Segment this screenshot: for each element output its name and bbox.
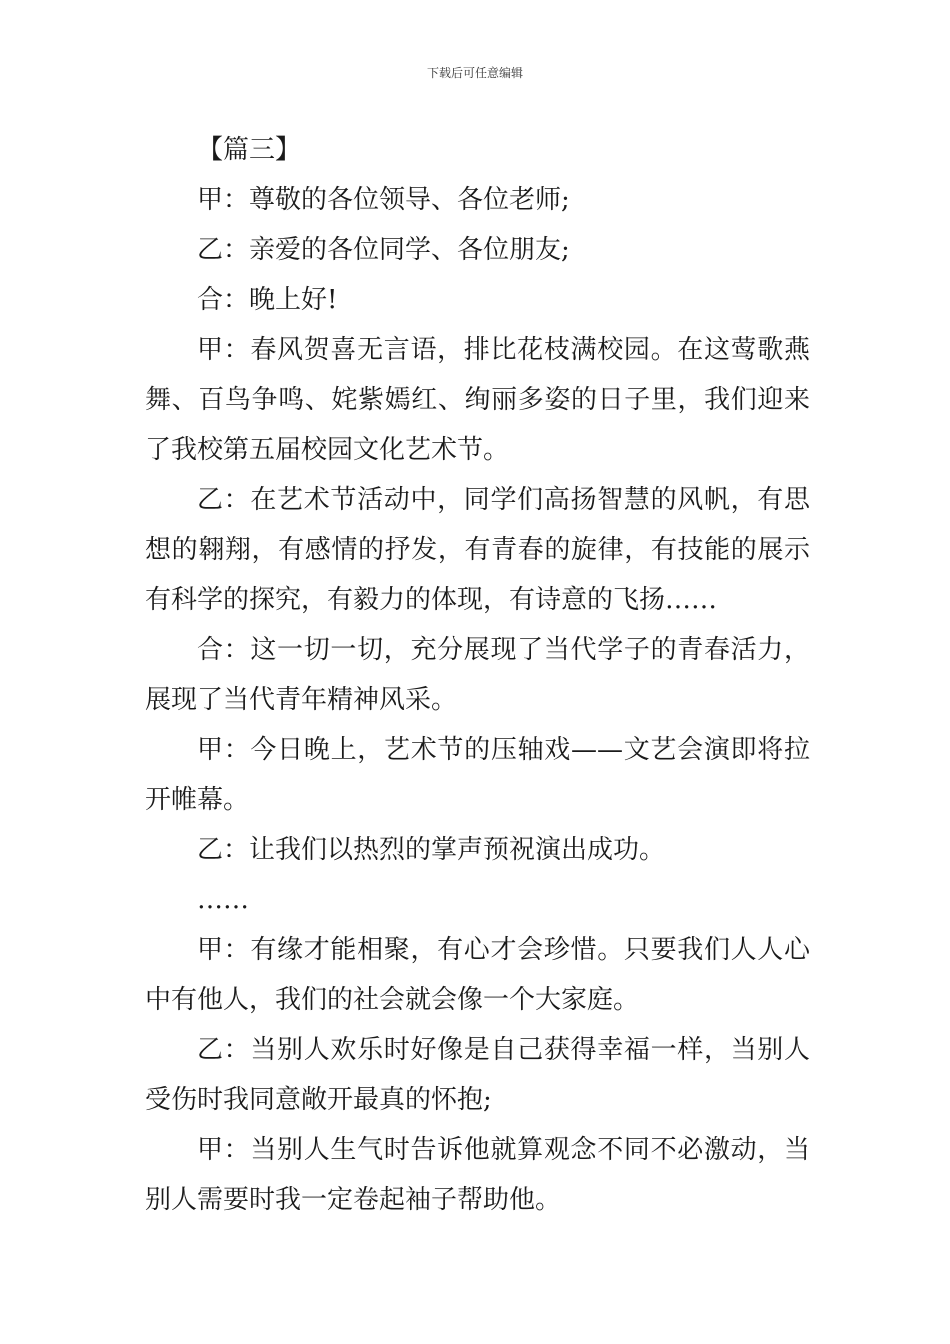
page-header: 下载后可任意编辑	[426, 66, 523, 80]
ellipsis-line: ……	[197, 885, 249, 915]
paragraph: 乙：让我们以热烈的掌声预祝演出成功。	[197, 835, 666, 865]
paragraph: 甲：尊敬的各位领导、各位老师;	[197, 185, 570, 215]
document-body	[145, 125, 810, 1225]
paragraph: 乙：在艺术节活动中，同学们高扬智慧的风帆，有思想的翱翔，有感情的抒发，有青春的旋律，有技能的展示有科学的探究，有毅力的体现，有诗意的飞扬……	[145, 485, 810, 615]
paragraph: 合：这一切一切，充分展现了当代学子的青春活力，展现了当代青年精神风采。	[145, 635, 810, 715]
paragraph: 合：晚上好!	[197, 285, 338, 315]
paragraph: 乙：亲爱的各位同学、各位朋友;	[197, 235, 570, 265]
paragraph: 甲：有缘才能相聚，有心才会珍惜。只要我们人人心中有他人，我们的社会就会像一个大家庭。	[145, 935, 810, 1015]
paragraph: 乙：当别人欢乐时好像是自己获得幸福一样，当别人受伤时我同意敞开最真的怀抱;	[145, 1035, 810, 1115]
paragraph: 甲：当别人生气时告诉他就算观念不同不必激动，当别人需要时我一定卷起袖子帮助他。	[145, 1135, 810, 1215]
paragraph: 甲：春风贺喜无言语，排比花枝满校园。在这莺歌燕舞、百鸟争鸣、姹紫嫣红、绚丽多姿的日子里，我们迎来了我校第五届校园文化艺术节。	[145, 335, 810, 465]
section-title: 【篇三】	[197, 135, 302, 165]
paragraph: 甲：今日晚上，艺术节的压轴戏——文艺会演即将拉开帷幕。	[145, 735, 810, 815]
